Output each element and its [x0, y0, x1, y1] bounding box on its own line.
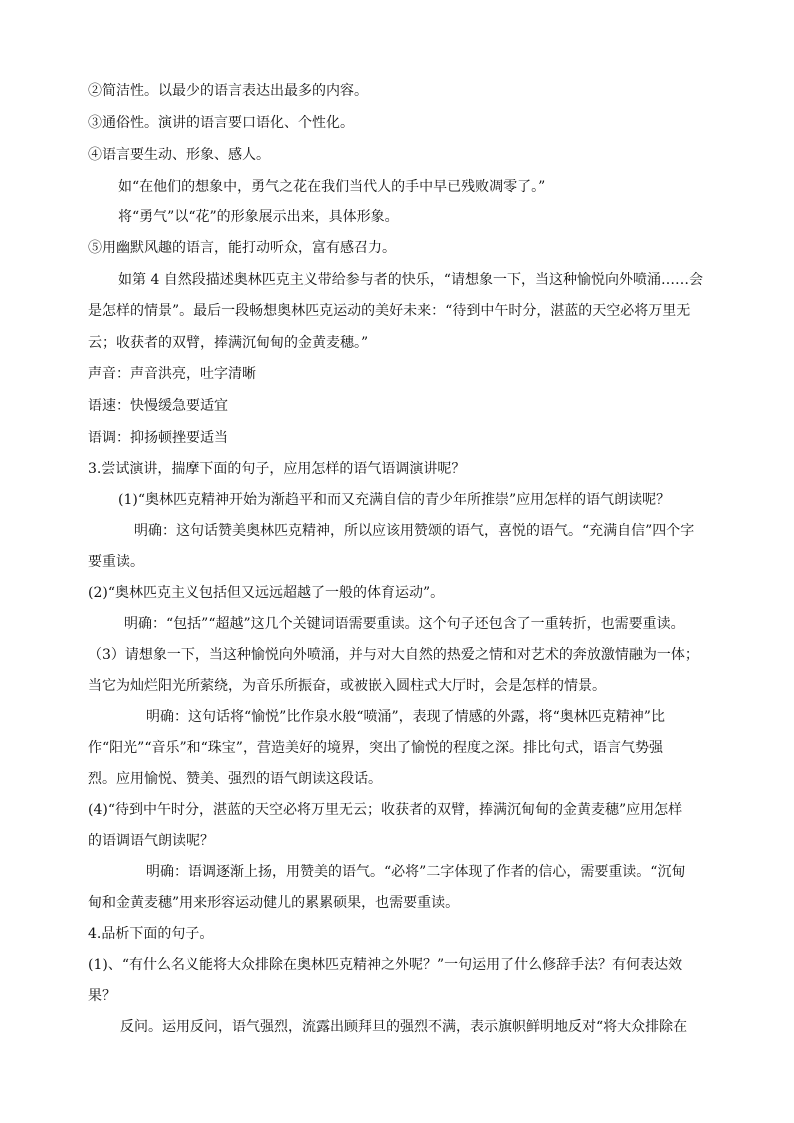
paragraph-line: 声音：声音洪亮，吐字清晰 [88, 366, 256, 382]
paragraph-line: 语速：快慢缓急要适宜 [88, 398, 228, 414]
paragraph-line: 如“在他们的想象中，勇气之花在我们当代人的手中早已残败凋零了。” [118, 179, 546, 195]
paragraph-line: 明确：这句话将“愉悦”比作泉水般“喷涌”，表现了情感的外露，将“奥林匹克精神”比 [146, 709, 665, 725]
paragraph-line: 要重读。 [88, 554, 144, 570]
paragraph-line: (1)“奥林匹克精神开始为渐趋平和而又充满自信的青少年所推崇”应用怎样的语气朗读呢？ [118, 492, 671, 508]
paragraph-line: ⑤用幽默风趣的语言，能打动听众，富有感召力。 [88, 240, 396, 256]
paragraph-line: 的语调语气朗读呢？ [88, 833, 214, 849]
paragraph-line: 当它为灿烂阳光所萦绕，为音乐所振奋，或被嵌入圆柱式大厅时，会是怎样的情景。 [88, 678, 606, 694]
paragraph-line: 明确：语调逐渐上扬，用赞美的语气。“必将”二字体现了作者的信心，需要重读。“沉甸 [146, 864, 686, 880]
paragraph-line: 作“阳光”“音乐”和“珠宝”，营造美好的境界，突出了愉悦的程度之深。排比句式，语言气势强 [88, 740, 663, 756]
section-heading: 3.尝试演讲，揣摩下面的句子，应用怎样的语气语调演讲呢？ [88, 461, 466, 477]
paragraph-line: 是怎样的情景”。最后一段畅想奥林匹克运动的美好未来：“待到中午时分，湛蓝的天空必将万里无 [88, 303, 691, 319]
paragraph-line: 明确：“包括”“超越”这几个关键词语需要重读。这个句子还包含了一重转折，也需要重读。 [124, 616, 685, 632]
paragraph-line: ②简洁性。以最少的语言表达出最多的内容。 [88, 83, 368, 99]
paragraph-line: 反问。运用反问，语气强烈，流露出顾拜旦的强烈不满，表示旗帜鲜明地反对“将大众排除在 [120, 1019, 688, 1035]
section-heading: 4.品析下面的句子。 [88, 926, 214, 942]
paragraph-line: 语调：抑扬顿挫要适当 [88, 430, 228, 446]
paragraph-line: ③通俗性。演讲的语言要口语化、个性化。 [88, 115, 354, 131]
paragraph-line: 甸和金黄麦穗”用来形容运动健儿的累累硕果，也需要重读。 [88, 895, 460, 911]
paragraph-line: 云；收获者的双臂，捧满沉甸甸的金黄麦穗。” [88, 335, 369, 351]
paragraph-line: （3）请想象一下，当这种愉悦向外喷涌，并与对大自然的热爱之情和对艺术的奔放激情融为一体； [88, 647, 699, 663]
paragraph-line: ④语言要生动、形象、感人。 [88, 147, 270, 163]
paragraph-line: 明确：这句话赞美奥林匹克精神，所以应该用赞颂的语气，喜悦的语气。“充满自信”四个字 [134, 523, 695, 539]
paragraph-line: (4)“待到中午时分，湛蓝的天空必将万里无云；收获者的双臂，捧满沉甸甸的金黄麦穗”应用怎样 [88, 802, 683, 818]
paragraph-line: (2)“奥林匹克主义包括但又远远超越了一般的体育运动”。 [88, 585, 445, 601]
paragraph-line: (1)、“有什么名义能将大众排除在奥林匹克精神之外呢？”一句运用了什么修辞手法？有何表达效 [88, 957, 683, 973]
paragraph-line: 如第 4 自然段描述奥林匹克主义带给参与者的快乐，“请想象一下，当这种愉悦向外喷涌……会 [118, 272, 703, 288]
paragraph-line: 将“勇气”以“花”的形象展示出来，具体形象。 [118, 209, 399, 225]
paragraph-line: 果？ [88, 988, 116, 1004]
paragraph-line: 烈。应用愉悦、赞美、强烈的语气朗读这段话。 [88, 771, 382, 787]
